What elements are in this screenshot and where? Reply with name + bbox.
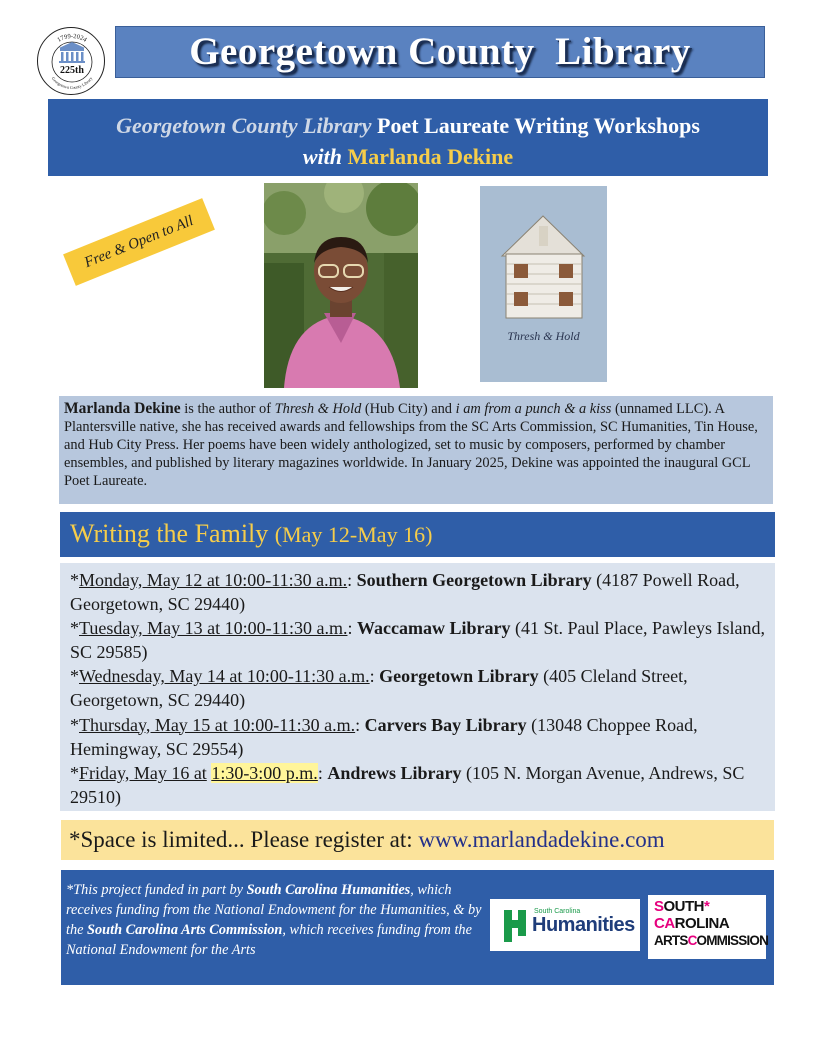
- bio-book-1: Thresh & Hold: [274, 401, 362, 417]
- free-open-badge: [63, 198, 215, 286]
- session-item: [70, 568, 765, 616]
- session-item: [70, 761, 765, 809]
- session-location: Andrews Library: [327, 762, 462, 783]
- session-location: Carvers Bay Library: [364, 714, 527, 735]
- bio-text: (Hub City) and: [364, 401, 453, 417]
- bio-name: Marlanda Dekine: [64, 400, 181, 417]
- seal-badge: 225th: [60, 65, 84, 76]
- sac-text: ARTS: [654, 933, 688, 948]
- session-location: Georgetown Library: [379, 666, 539, 687]
- session-star: *: [70, 618, 79, 639]
- workshop-title: Poet Laureate Writing Workshops: [377, 113, 700, 138]
- session-star: *: [70, 666, 79, 687]
- poet-name: Marlanda Dekine: [347, 144, 514, 169]
- sac-star: *: [704, 898, 710, 915]
- humanities-small-text: South Carolina: [534, 908, 581, 915]
- sc-arts-commission-logo: [648, 895, 769, 959]
- sac-letter: S: [654, 898, 664, 915]
- session-location: Southern Georgetown Library: [356, 570, 592, 590]
- session-sep: :: [369, 666, 375, 687]
- sac-text: OMMISSION: [696, 933, 769, 948]
- section-title: Writing the Family: [70, 519, 269, 548]
- library-225th-seal: [37, 27, 105, 95]
- session-date: Friday, May 16 at: [79, 762, 207, 783]
- sc-humanities-logo: [490, 899, 640, 951]
- book-title: Thresh & Hold: [507, 329, 580, 343]
- sac-text: ROLINA: [674, 915, 730, 932]
- funding-org: South Carolina Humanities: [246, 882, 411, 898]
- workshop-title-banner: [48, 99, 768, 176]
- session-item: [70, 616, 765, 664]
- poet-bio: [59, 396, 773, 504]
- funding-org: South Carolina Arts Commission: [87, 922, 283, 938]
- session-item: [70, 664, 765, 712]
- bio-text: is the author of: [184, 401, 272, 417]
- humanities-mark-icon: [500, 906, 530, 946]
- register-text: *Space is limited... Please register at:: [69, 827, 413, 852]
- book-cover-image: [480, 186, 607, 382]
- bio-text: (unnamed LLC). A Plantersville native, she has received awards and fellowships from the SC Arts Commission, SC Humanities, Tin House, and Hub City Press. Her poems have been widely anthologized, set to music by composers, performed by chamber ensembles, and published by literary magazines worldwide. In January 2025, Dekine was appointed the inaugural GCL Poet Laureate.: [64, 401, 758, 489]
- session-date: Wednesday, May 14 at 10:00-11:30 a.m.: [79, 666, 370, 687]
- funding-text: *This project funded in part by: [66, 882, 243, 898]
- sac-letter: C: [687, 933, 697, 948]
- register-bar: [61, 820, 774, 860]
- session-date: Tuesday, May 13 at 10:00-11:30 a.m.: [79, 618, 348, 639]
- funding-statement: [66, 880, 491, 960]
- sac-text: OUTH: [663, 898, 705, 915]
- bio-book-2: i am from a punch & a kiss: [455, 401, 612, 417]
- session-sep: :: [355, 714, 361, 735]
- session-address: (4187 Powell Road, Georgetown, SC 29440): [70, 570, 740, 615]
- session-address: (41 St. Paul Place, Pawleys Island, SC 29585): [70, 618, 765, 663]
- session-date: Monday, May 12 at 10:00-11:30 a.m.: [79, 570, 348, 590]
- session-sep: :: [347, 618, 353, 639]
- free-open-text: Free & Open to All: [82, 212, 196, 272]
- session-address: (13048 Choppee Road, Hemingway, SC 29554): [70, 714, 698, 759]
- session-address: (405 Cleland Street, Georgetown, SC 29440): [70, 666, 688, 711]
- funding-text: , which receives funding from the National Endowment for the Humanities, & by the: [66, 882, 482, 938]
- session-star: *: [70, 570, 79, 590]
- humanities-text: Humanities: [532, 914, 635, 936]
- section-header: [60, 512, 775, 557]
- page-title: Georgetown County Library: [189, 30, 691, 73]
- session-location: Waccamaw Library: [357, 618, 511, 639]
- register-link[interactable]: www.marlandadekine.com: [418, 827, 665, 852]
- workshop-library-name: Georgetown County Library: [116, 113, 372, 138]
- svg-text:Georgetown County Library: [51, 75, 94, 90]
- session-sep: :: [317, 762, 323, 783]
- session-address: (105 N. Morgan Avenue, Andrews, SC 29510): [70, 762, 745, 807]
- poet-portrait-photo: [264, 183, 418, 388]
- session-schedule: [60, 563, 775, 811]
- seal-years: 1799-2024: [56, 32, 88, 44]
- funding-text: , which receives funding from the National Endowment for the Arts: [66, 922, 472, 958]
- session-star: *: [70, 762, 79, 783]
- header-banner: [115, 26, 765, 78]
- session-date: Thursday, May 15 at 10:00-11:30 a.m.: [79, 714, 356, 735]
- session-time-highlight: 1:30-3:00 p.m.: [211, 762, 318, 783]
- sac-letter: CA: [654, 915, 675, 932]
- session-star: *: [70, 714, 79, 735]
- session-sep: :: [347, 570, 353, 590]
- session-item: [70, 713, 765, 761]
- seal-ring-text: Georgetown County Library: [50, 75, 94, 91]
- with-label: with: [302, 144, 342, 169]
- section-dates: (May 12-May 16): [274, 522, 433, 547]
